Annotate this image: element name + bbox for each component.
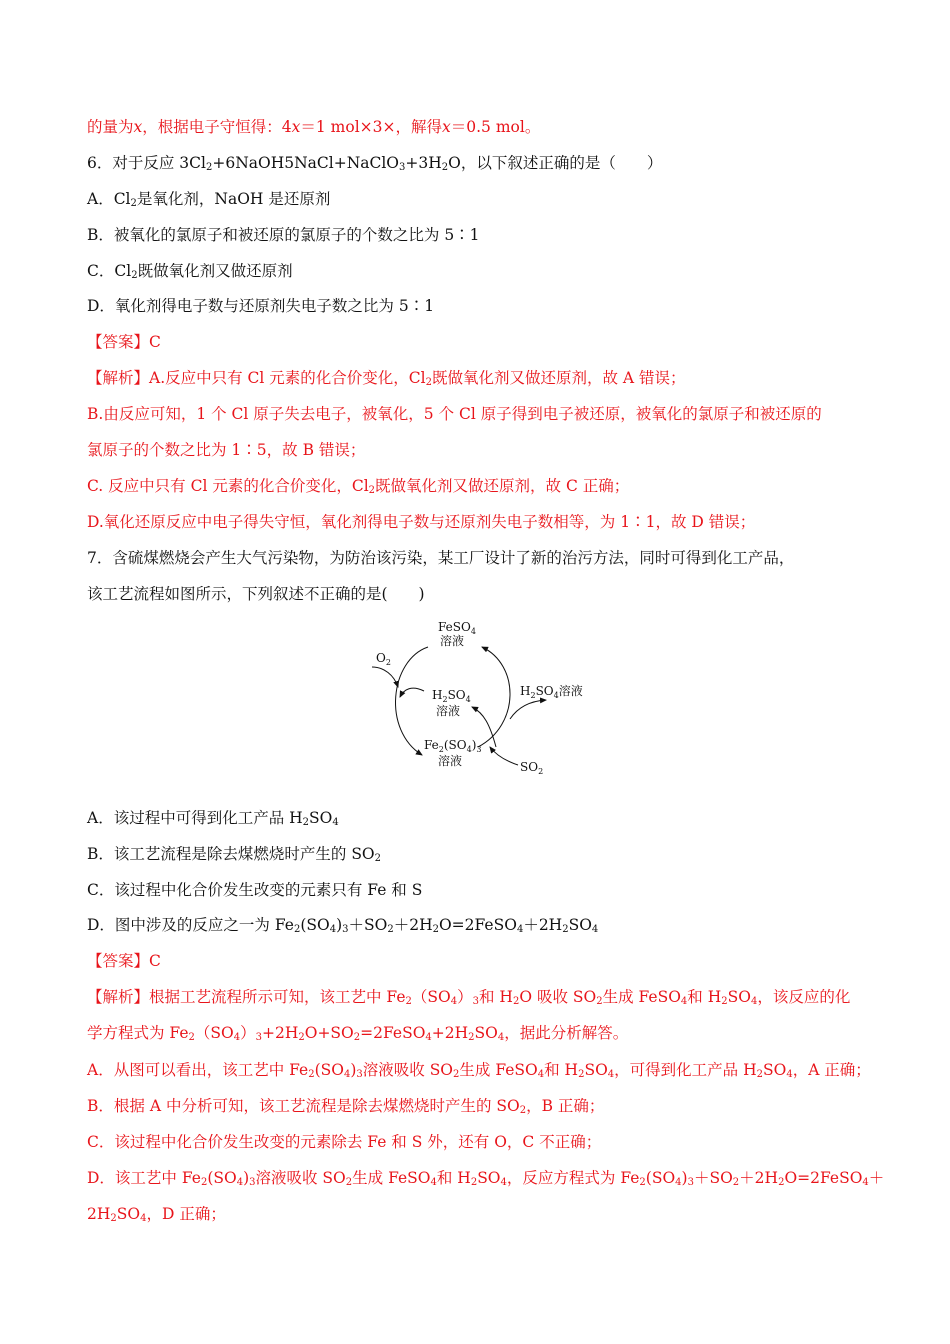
- answer-7: 【答案】C: [87, 952, 161, 970]
- explanation-7-line-6: D．该工艺中 $Fe_2(SO_4)_3$溶液吸收 $SO_2$生成 FeSO$_4$和 $H_2SO_4$，反应方程式为 $Fe_2(SO_4)_3+SO_2+2H_2O=2FeSO_4+$: [87, 1169, 885, 1188]
- explanation-6-line-2: B.由反应可知，1 个 Cl 原子失去电子，被氧化，5 个 Cl 原子得到电子被还原，被氧化的氯原子和被还原的: [87, 405, 822, 423]
- prev-explanation-tail: 的量为x，根据电子守恒得：4x＝1 mol×3×，解得x＝0.5 mol。: [87, 118, 541, 136]
- so2-inlet-arrow: [490, 747, 518, 765]
- question-6-option-b: B．被氧化的氯原子和被还原的氯原子的个数之比为 5∶1: [87, 226, 480, 244]
- explanation-7-line-5: C．该过程中化合价发生改变的元素除去 Fe 和 S 外，还有 O，C 不正确；: [87, 1133, 602, 1151]
- explanation-7-line-2: 学方程式为 $Fe_2(SO_4)_3+2H_2O+SO_2=2FeSO_4+2H_2SO_4$，据此分析解答。: [87, 1024, 629, 1043]
- h2so4-left-solution-label: 溶液: [436, 704, 461, 718]
- h2so4-left-label: $H_2SO_4$: [432, 688, 471, 704]
- h2so4-left-arrow: [400, 688, 424, 697]
- explanation-7-line-4: B．根据 A 中分析可知，该工艺流程是除去煤燃烧时产生的 $SO_2$，B 正确；: [87, 1097, 605, 1116]
- o2-label: $O_2$: [376, 651, 391, 667]
- explanation-7-line-3: A．从图可以看出，该工艺中 $Fe_2(SO_4)_3$溶液吸收 $SO_2$生成 FeSO$_4$和 $H_2SO_4$，可得到化工产品 $H_2SO_4$，A 正确；: [87, 1061, 871, 1080]
- question-7-option-a: A．该过程中可得到化工产品 $H_2SO_4$: [87, 809, 339, 828]
- feso4-label: FeSO$_4$: [438, 620, 476, 636]
- question-7-stem-line-1: 7．含硫煤燃烧会产生大气污染物，为防治该污染，某工厂设计了新的治污方法，同时可得到化工产品，: [87, 549, 795, 567]
- question-7-stem-line-2: 该工艺流程如图所示，下列叙述不正确的是( ): [87, 585, 425, 603]
- explanation-7-line-1: 【解析】根据工艺流程所示可知，该工艺中 $Fe_2(SO_4)_3$和 $H_2O$ 吸收 $SO_2$生成 FeSO$_4$和 $H_2SO_4$，该反应的化: [87, 988, 851, 1007]
- feso4-solution-label: 溶液: [440, 634, 465, 648]
- h2so4-right-label: $H_2SO_4$溶液: [520, 684, 583, 700]
- question-7-option-d: D．图中涉及的反应之一为 $Fe_2(SO_4)_3+SO_2+2H_2O=2FeSO_4+2H_2SO_4$: [87, 916, 599, 935]
- cycle-arc-right: [478, 647, 510, 747]
- answer-6: 【答案】C: [87, 333, 161, 351]
- question-6-option-a: A．$Cl_2$是氧化剂，NaOH 是还原剂: [87, 190, 331, 209]
- o2-inlet-arrow: [372, 667, 398, 687]
- question-6-option-c: C．$Cl_2$既做氧化剂又做还原剂: [87, 262, 293, 281]
- question-6-option-d: D．氧化剂得电子数与还原剂失电子数之比为 5∶1: [87, 297, 435, 315]
- fe2so43-solution-label: 溶液: [438, 754, 463, 768]
- explanation-6-line-3: 氯原子的个数之比为 1∶5，故 B 错误；: [87, 441, 366, 459]
- explanation-7-line-7: $2H_2SO_4$，D 正确；: [87, 1205, 226, 1224]
- so2-label: $SO_2$: [520, 760, 544, 776]
- process-flow-diagram: [360, 615, 600, 785]
- question-6-stem: 6．对于反应 $3Cl_2+6NaOH5NaCl+NaClO_3+3H_2O$，以下叙述正确的是（ ）: [87, 154, 663, 173]
- explanation-6-line-4: C. 反应中只有 Cl 元素的化合价变化，$Cl_2$既做氧化剂又做还原剂，故 C 正确；: [87, 477, 630, 496]
- explanation-6-line-5: D.氧化还原反应中电子得失守恒，氧化剂得电子数与还原剂失电子数相等，为 1∶1，故 D 错误；: [87, 513, 756, 531]
- question-7-option-c: C．该过程中化合价发生改变的元素只有 Fe 和 S: [87, 881, 423, 899]
- fe2so43-label: $Fe_2(SO_4)_3$: [424, 738, 482, 754]
- explanation-6-line-1: 【解析】A.反应中只有 Cl 元素的化合价变化，$Cl_2$既做氧化剂又做还原剂，故 A 错误；: [87, 369, 686, 388]
- question-7-option-b: B．该工艺流程是除去煤燃烧时产生的 $SO_2$: [87, 845, 382, 864]
- h2so4-outlet-arrow: [510, 700, 546, 719]
